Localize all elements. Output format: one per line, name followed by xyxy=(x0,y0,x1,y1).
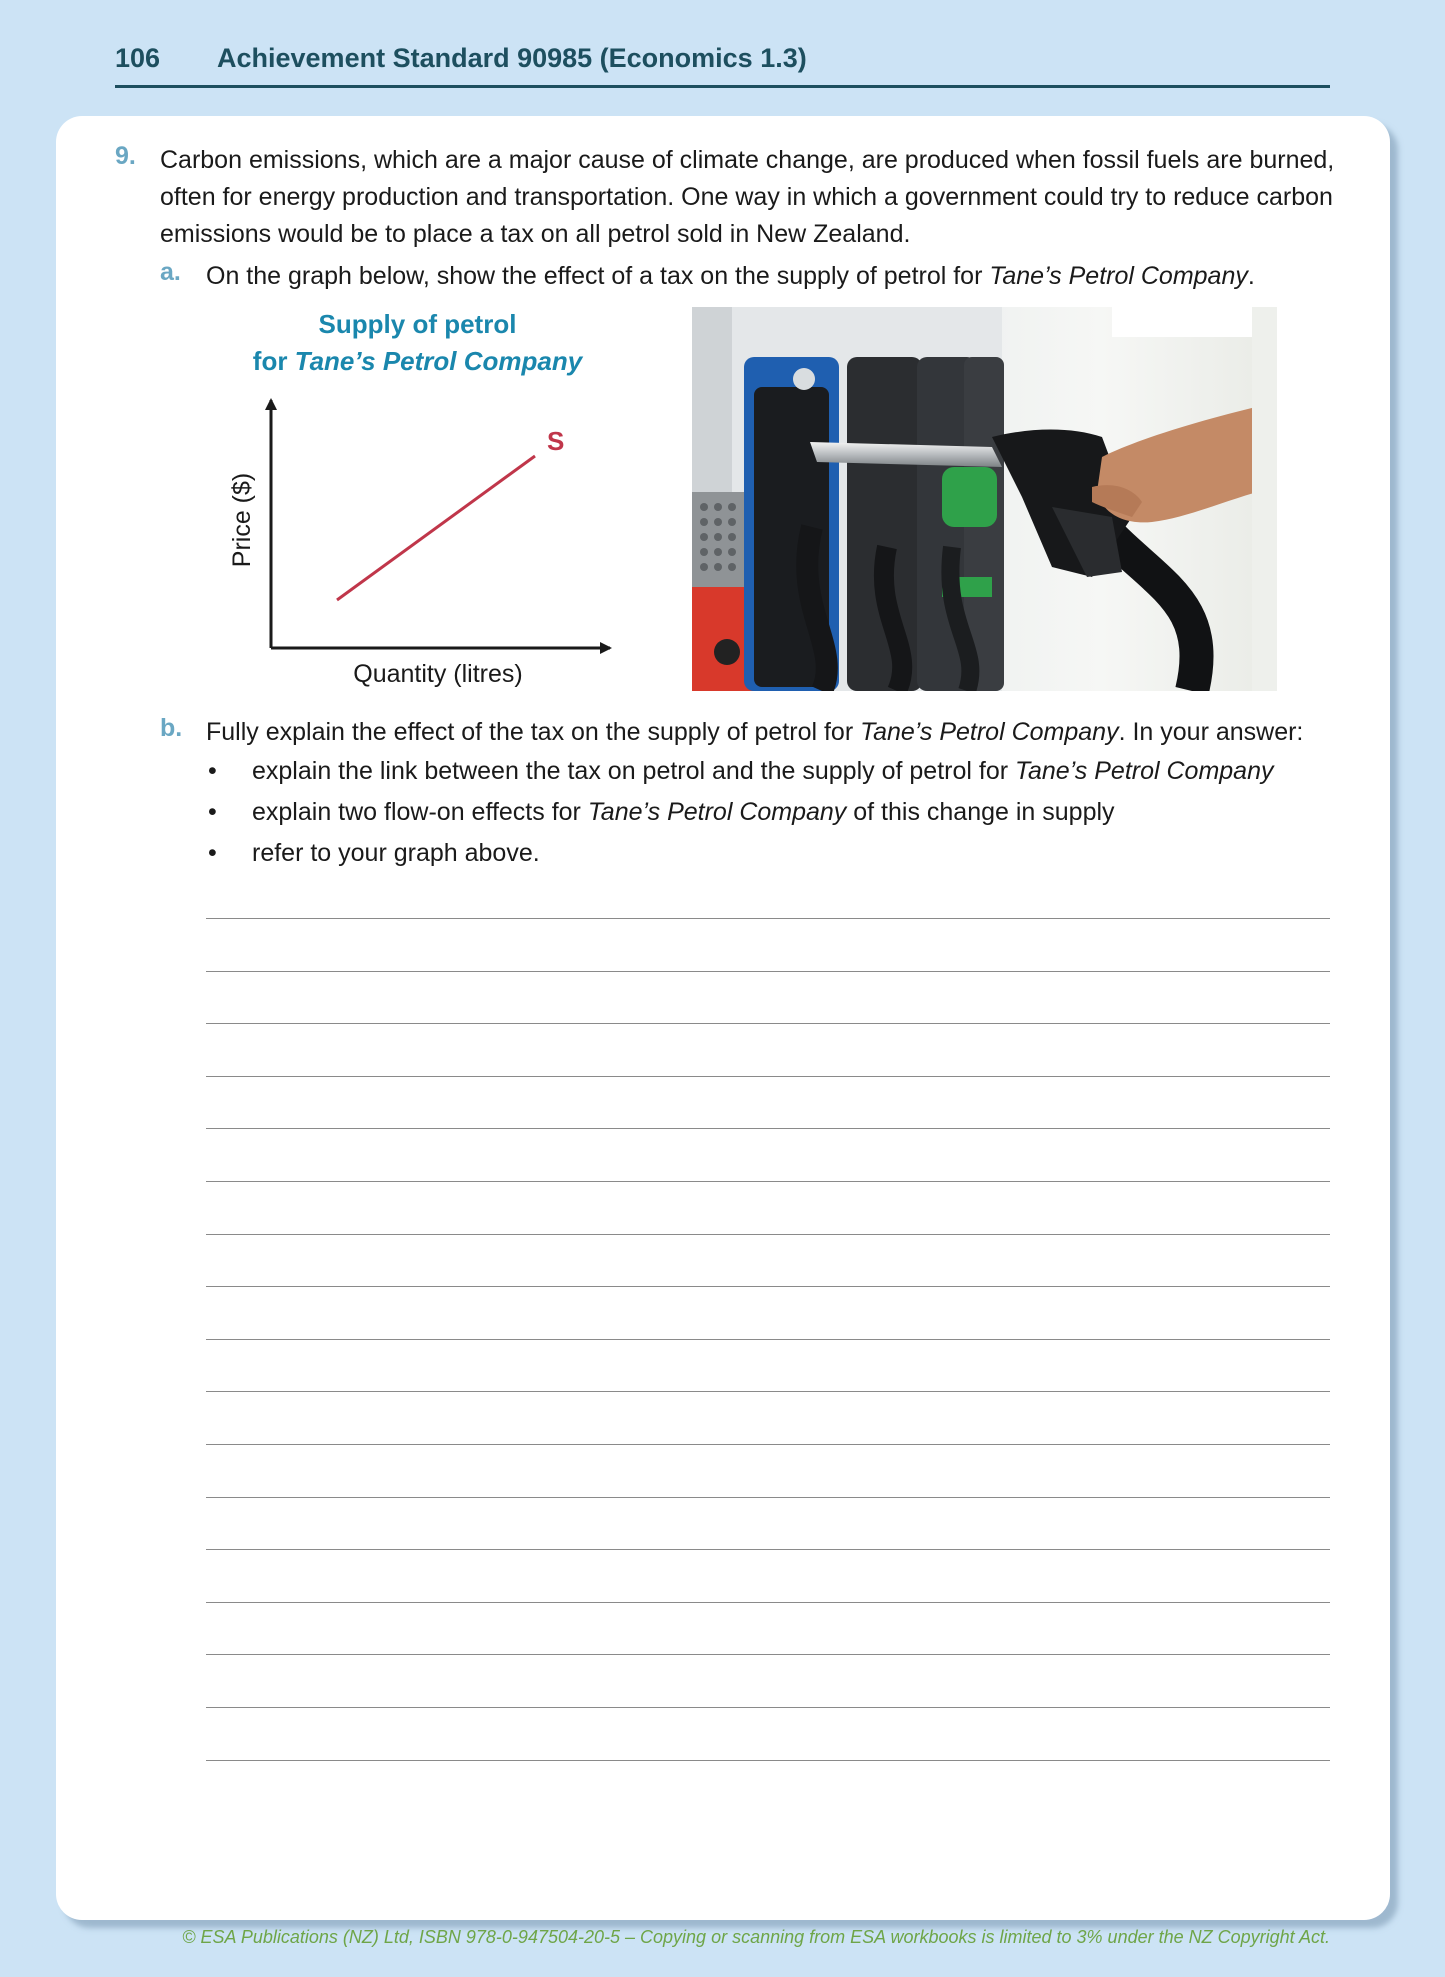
part-b-company-name: Tane’s Petrol Company xyxy=(860,718,1119,746)
petrol-pump-illustration xyxy=(692,307,1277,691)
chart-title-prefix: for xyxy=(252,346,295,376)
answer-line[interactable] xyxy=(206,1181,1330,1182)
chart-title-line-2 xyxy=(220,343,615,380)
answer-line[interactable] xyxy=(206,971,1330,972)
bullet-item xyxy=(252,798,1115,827)
page-header-title: Achievement Standard 90985 (Economics 1.3) xyxy=(217,43,807,73)
page-header xyxy=(115,32,1330,88)
bullet-text-after: of this change in supply xyxy=(846,798,1115,826)
bullet-text: explain the link between the tax on petrol and the supply of petrol for xyxy=(252,757,1015,785)
answer-line[interactable] xyxy=(206,1339,1330,1340)
bullet-text: explain two flow-on effects for xyxy=(252,798,588,826)
answer-line[interactable] xyxy=(206,1391,1330,1392)
part-a-text-after: . xyxy=(1247,262,1255,290)
bullet-text: refer to your graph above. xyxy=(252,839,540,867)
chart-title xyxy=(220,306,615,380)
answer-line[interactable] xyxy=(206,1549,1330,1550)
answer-line[interactable] xyxy=(206,1234,1330,1235)
question-number: 9. xyxy=(115,142,136,170)
part-a-company-name: Tane’s Petrol Company xyxy=(989,262,1248,290)
bullet-company-name: Tane’s Petrol Company xyxy=(587,798,847,826)
answer-line[interactable] xyxy=(206,1128,1330,1129)
part-a-text-before: On the graph below, show the effect of a tax on the supply of petrol for xyxy=(206,262,990,290)
answer-line[interactable] xyxy=(206,1286,1330,1287)
supply-chart[interactable] xyxy=(220,390,640,700)
part-b-label: b. xyxy=(160,714,183,742)
petrol-pump-photo xyxy=(692,307,1277,691)
copyright-footer: © ESA Publications (NZ) Ltd, ISBN 978-0-947504-20-5 – Copying or scanning from ESA workbooks is limited to 3% under the NZ Copyright Act. xyxy=(182,1927,1330,1947)
supply-curve-label: S xyxy=(547,426,565,456)
question-stem-line: emissions would be to place a tax on all petrol sold in New Zealand. xyxy=(160,220,911,248)
question-stem-line: often for energy production and transportation. One way in which a government could try to reduce carbon xyxy=(160,183,1333,211)
x-axis-label: Quantity (litres) xyxy=(353,660,523,688)
part-a-text xyxy=(206,258,1336,295)
question-stem xyxy=(160,142,1340,253)
answer-line[interactable] xyxy=(206,1654,1330,1655)
answer-line[interactable] xyxy=(206,918,1330,919)
answer-line[interactable] xyxy=(206,1023,1330,1024)
page-number: 106 xyxy=(115,43,161,73)
answer-line[interactable] xyxy=(206,1444,1330,1445)
bullet-marker: • xyxy=(208,757,217,785)
bullet-company-name: Tane’s Petrol Company xyxy=(1015,757,1274,785)
answer-line[interactable] xyxy=(206,1760,1330,1761)
part-b-text-before: Fully explain the effect of the tax on the supply of petrol for xyxy=(206,718,861,746)
answer-line[interactable] xyxy=(206,1707,1330,1708)
bullet-marker: • xyxy=(208,839,217,867)
chart-title-line-1: Supply of petrol xyxy=(318,309,517,339)
part-a-label: a. xyxy=(160,258,181,286)
chart-title-company: Tane’s Petrol Company xyxy=(294,346,583,376)
bullet-item xyxy=(252,839,540,868)
part-b-text-after: . In your answer: xyxy=(1118,718,1304,746)
question-stem-line: Carbon emissions, which are a major cause of climate change, are produced when fossil fuels are burned, xyxy=(160,146,1335,174)
answer-line[interactable] xyxy=(206,1497,1330,1498)
y-axis-label: Price ($) xyxy=(228,472,256,568)
bullet-marker: • xyxy=(208,798,217,826)
part-b-text xyxy=(206,714,1336,751)
answer-line[interactable] xyxy=(206,1602,1330,1603)
answer-line[interactable] xyxy=(206,1076,1330,1077)
bullet-item xyxy=(252,757,1273,786)
supply-curve xyxy=(337,456,535,600)
